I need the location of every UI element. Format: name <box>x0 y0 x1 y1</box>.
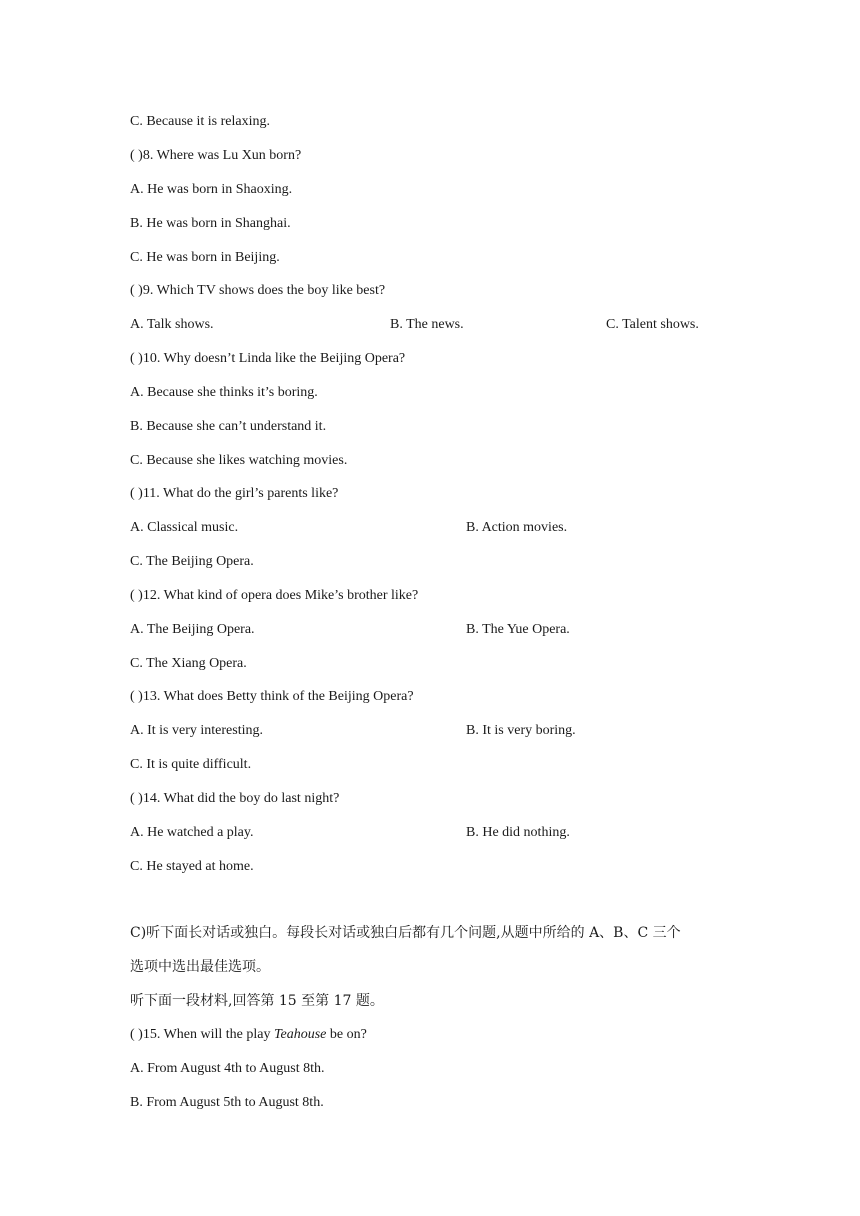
option-text: C. He stayed at home. <box>130 859 254 874</box>
option-text: A. The Beijing Opera. <box>130 622 255 637</box>
question-14: ( )14. What did the boy do last night? <box>130 791 340 806</box>
option-text: A. He watched a play. <box>130 825 254 840</box>
option-text: A. Classical music. <box>130 520 239 535</box>
question-15 <box>130 1026 367 1044</box>
option-text: C. Because she likes watching movies. <box>130 453 348 468</box>
option-text: C. Because it is relaxing. <box>130 114 270 129</box>
option-text: B. From August 5th to August 8th. <box>130 1095 324 1110</box>
question-10: ( )10. Why doesn’t Linda like the Beijing Opera? <box>130 351 406 366</box>
section-c-instruction: C)听下面长对话或独白。每段长对话或独白后都有几个问题,从题中所给的 A、B、C 三个 <box>130 925 681 941</box>
option-text: B. It is very boring. <box>466 723 576 738</box>
option-text: A. It is very interesting. <box>130 723 263 738</box>
option-text: B. He was born in Shanghai. <box>130 216 291 231</box>
option-text: A. Because she thinks it’s boring. <box>130 385 318 400</box>
option-text: C. He was born in Beijing. <box>130 250 280 265</box>
question-15-suffix: be on? <box>326 1027 367 1042</box>
option-text: C. The Xiang Opera. <box>130 656 247 671</box>
option-text: C. Talent shows. <box>606 317 699 332</box>
question-8: ( )8. Where was Lu Xun born? <box>130 148 302 163</box>
question-9: ( )9. Which TV shows does the boy like best? <box>130 283 386 298</box>
option-text: B. Action movies. <box>466 520 568 535</box>
section-c-instruction: 选项中选出最佳选项。 <box>130 959 270 975</box>
option-text: B. Because she can’t understand it. <box>130 419 327 434</box>
option-text: A. He was born in Shaoxing. <box>130 182 293 197</box>
question-13: ( )13. What does Betty think of the Beijing Opera? <box>130 689 414 704</box>
section-c-instruction: 听下面一段材料,回答第 15 至第 17 题。 <box>130 993 384 1009</box>
question-15-prefix: ( )15. When will the play <box>130 1027 274 1042</box>
option-text: C. It is quite difficult. <box>130 757 252 772</box>
option-text: B. He did nothing. <box>466 825 570 840</box>
option-text: B. The Yue Opera. <box>466 622 570 637</box>
option-text: C. The Beijing Opera. <box>130 554 254 569</box>
option-text: A. Talk shows. <box>130 317 214 332</box>
play-title: Teahouse <box>274 1027 327 1042</box>
option-text: A. From August 4th to August 8th. <box>130 1061 325 1076</box>
question-11: ( )11. What do the girl’s parents like? <box>130 486 339 501</box>
option-text: B. The news. <box>390 317 464 332</box>
question-12: ( )12. What kind of opera does Mike’s brother like? <box>130 588 419 603</box>
